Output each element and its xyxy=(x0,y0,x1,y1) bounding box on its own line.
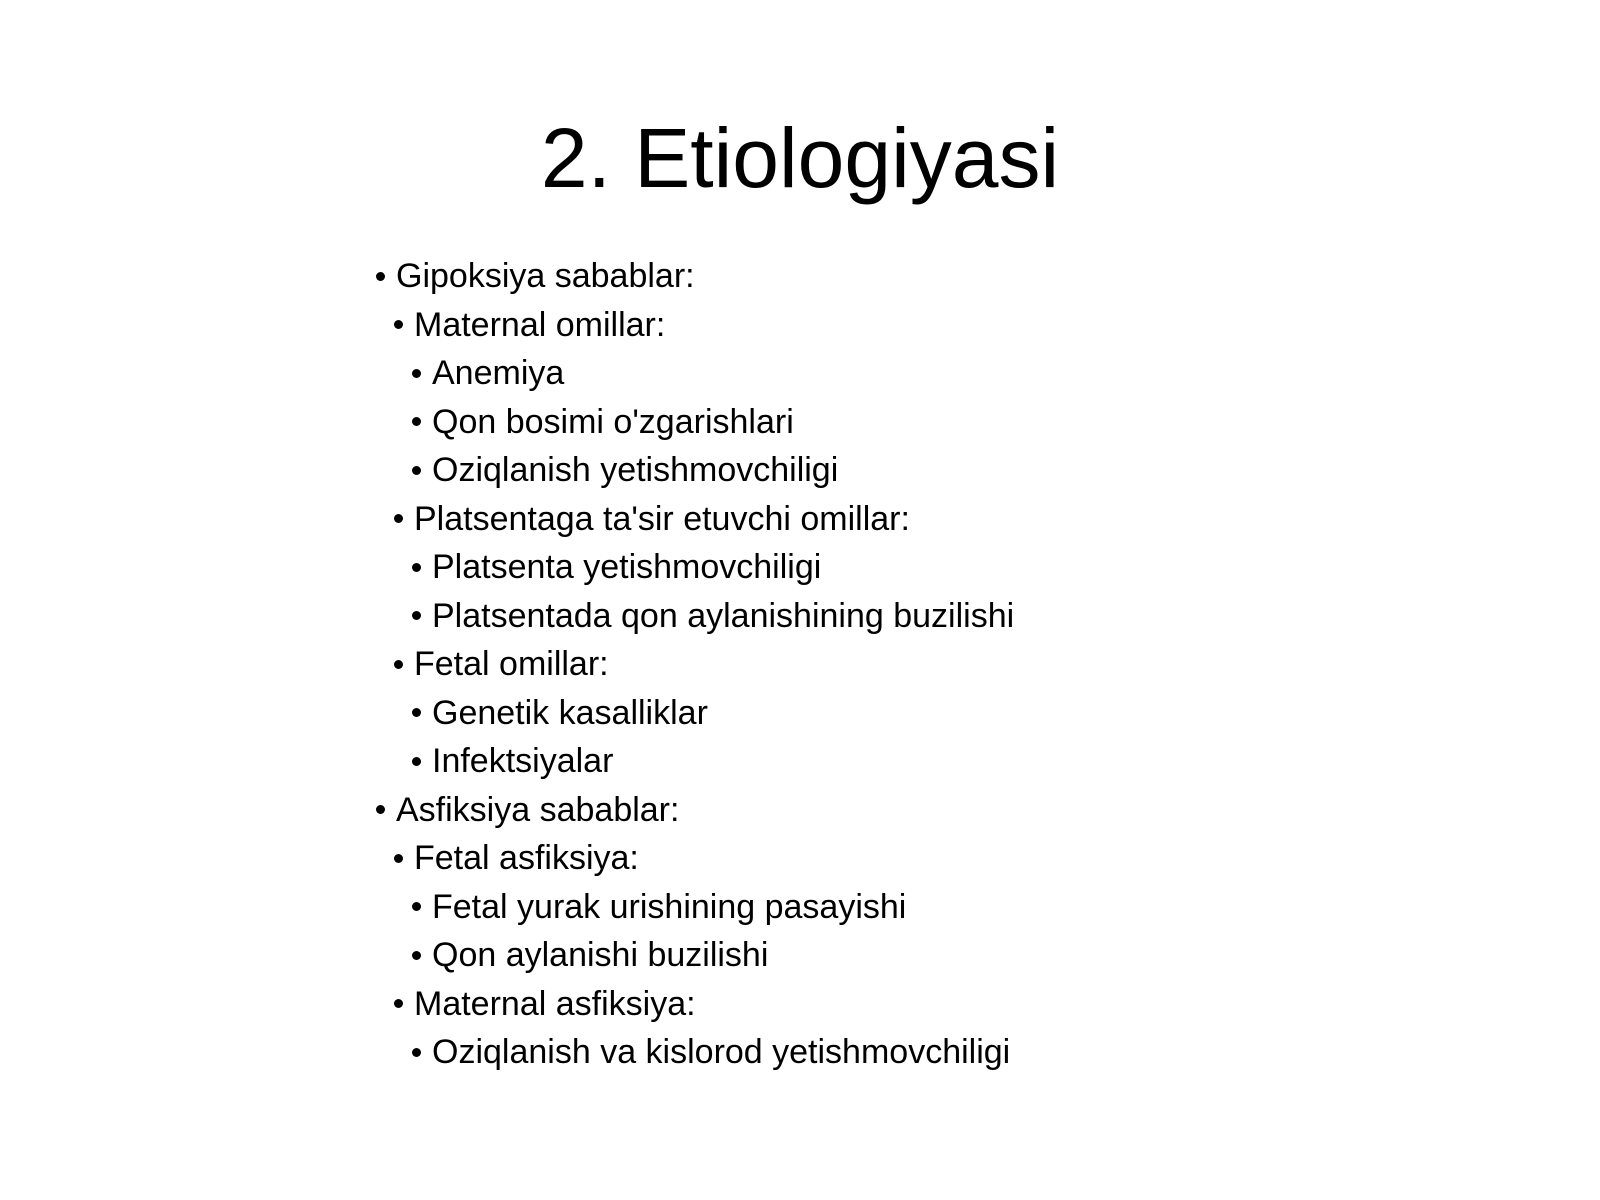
list-item xyxy=(376,640,1376,689)
bullet-icon xyxy=(412,611,421,620)
list-item xyxy=(376,398,1376,447)
list-item-text: Anemiya xyxy=(432,354,565,392)
list-item xyxy=(376,592,1376,641)
list-item xyxy=(376,252,1376,301)
list-item xyxy=(376,1028,1376,1077)
list-item xyxy=(376,931,1376,980)
list-item xyxy=(376,786,1376,835)
bullet-icon xyxy=(394,660,403,669)
bullet-icon xyxy=(394,999,403,1008)
list-item-text: Asfiksiya sabablar: xyxy=(396,790,680,829)
bullet-icon xyxy=(412,563,421,572)
list-item-text: Fetal omillar: xyxy=(414,645,609,683)
list-item xyxy=(376,349,1376,398)
list-item-text: Genetik kasalliklar xyxy=(432,693,708,732)
bullet-icon xyxy=(394,854,403,863)
bullet-icon xyxy=(412,757,421,766)
list-item-text: Fetal asfiksiya: xyxy=(414,839,639,877)
list-item xyxy=(376,834,1376,883)
list-item xyxy=(376,737,1376,786)
list-item xyxy=(376,446,1376,495)
bullet-icon xyxy=(412,708,421,717)
list-item xyxy=(376,980,1376,1029)
list-item-text: Maternal asfiksiya: xyxy=(414,984,696,1023)
list-item-text: Maternal omillar: xyxy=(414,305,666,344)
list-item-text: Platsentaga ta'sir etuvchi omillar: xyxy=(414,499,910,538)
bullet-icon xyxy=(394,320,403,329)
bullet-icon xyxy=(412,902,421,911)
slide-title: 2. Etiologiyasi xyxy=(540,111,1060,205)
list-item-text: Fetal yurak urishining pasayishi xyxy=(432,887,907,926)
bullet-icon xyxy=(412,369,421,378)
bullet-icon xyxy=(376,805,385,814)
list-item-text: Qon bosimi o'zgarishlari xyxy=(432,402,794,441)
list-item-text: Platsentada qon aylanishining buzilishi xyxy=(432,596,1015,635)
list-item xyxy=(376,689,1376,738)
bullet-icon xyxy=(412,417,421,426)
list-item xyxy=(376,883,1376,932)
bullet-list xyxy=(376,252,1376,1077)
list-item-text: Oziqlanish yetishmovchiligi xyxy=(432,451,839,489)
list-item-text: Qon aylanishi buzilishi xyxy=(432,936,769,974)
bullet-icon xyxy=(412,1048,421,1057)
bullet-icon xyxy=(376,272,385,281)
list-item xyxy=(376,495,1376,544)
bullet-icon xyxy=(412,466,421,475)
bullet-icon xyxy=(412,951,421,960)
list-item-text: Oziqlanish va kislorod yetishmovchiligi xyxy=(432,1033,1011,1071)
list-item xyxy=(376,543,1376,592)
bullet-icon xyxy=(394,514,403,523)
list-item-text: Platsenta yetishmovchiligi xyxy=(432,548,822,586)
list-item xyxy=(376,301,1376,350)
list-item-text: Gipoksiya sabablar: xyxy=(396,257,695,295)
list-item-text: Infektsiyalar xyxy=(432,742,614,780)
